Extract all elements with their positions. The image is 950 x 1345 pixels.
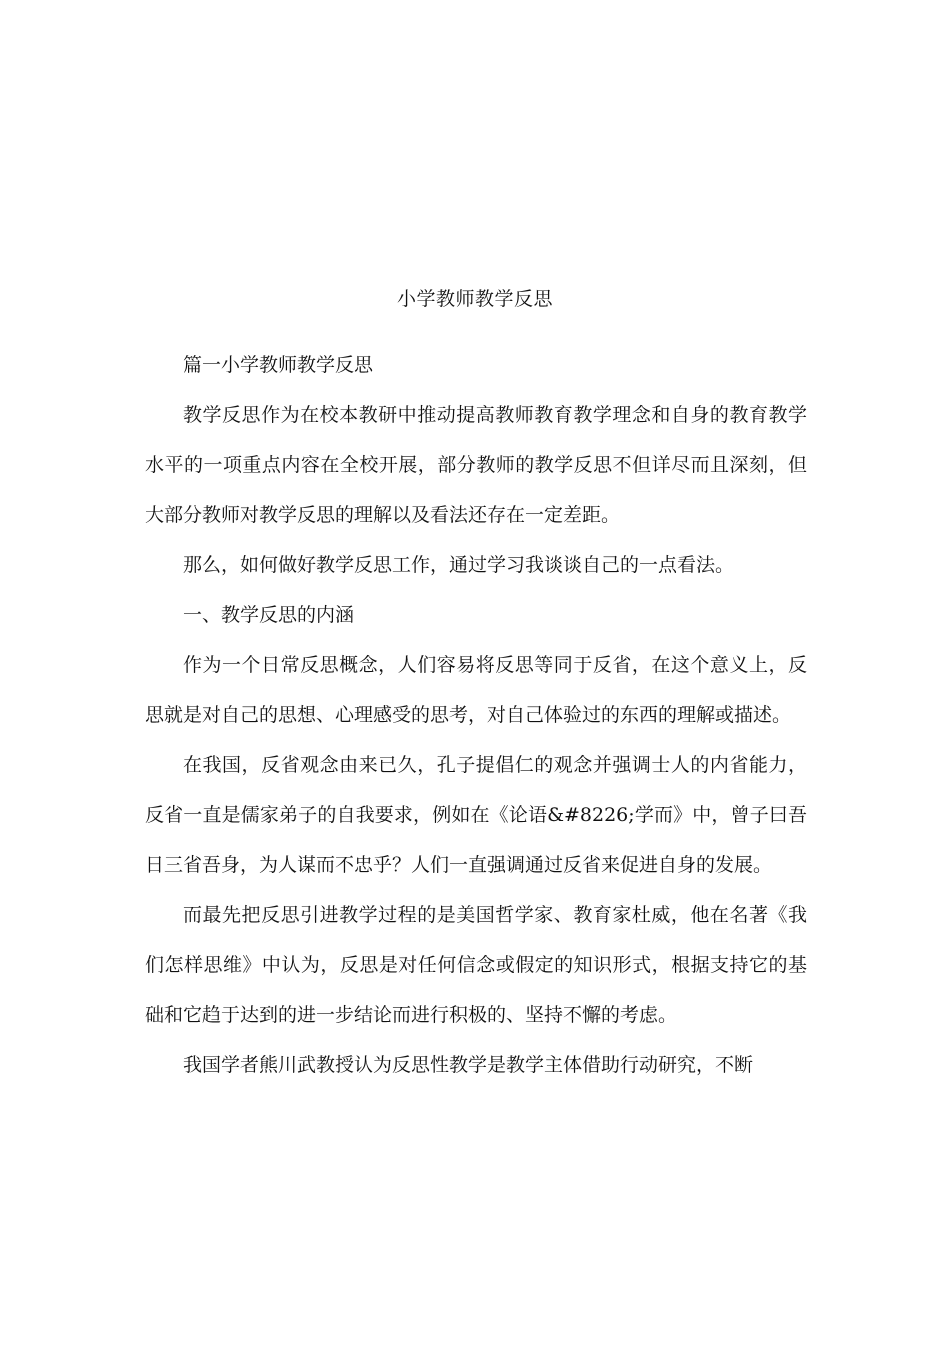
document-body (145, 340, 807, 1090)
paragraph-definition: 作为一个日常反思概念，人们容易将反思等同于反省，在这个意义上，反思就是对自己的思想、心理感受的思考，对自己体验过的东西的理解或描述。 (145, 654, 807, 726)
paragraph-transition: 那么，如何做好教学反思工作，通过学习我谈谈自己的一点看法。 (183, 554, 735, 576)
document-title: 小学教师教学反思 (396, 288, 553, 310)
paragraph-dewey: 而最先把反思引进教学过程的是美国哲学家、教育家杜威，他在名著《我们怎样思维》中认为，反思是对任何信念或假定的知识形式，根据支持它的基础和它趋于达到的进一步结论而进行积极的、坚持不懈的考虑。 (145, 904, 807, 1026)
paragraph-xiong: 我国学者熊川武教授认为反思性教学是教学主体借助行动研究，不断 (183, 1054, 754, 1076)
paragraph-confucius: 在我国，反省观念由来已久，孔子提倡仁的观念并强调士人的内省能力，反省一直是儒家弟子的自我要求，例如在《论语&#8226;学而》中，曾子曰吾日三省吾身，为人谋而不忠乎？人们一直强调通过反省来促进自身的发展。 (145, 754, 807, 876)
paragraph-subheading: 一、教学反思的内涵 (183, 604, 355, 626)
paragraph-intro: 教学反思作为在校本教研中推动提高教师教育教学理念和自身的教育教学水平的一项重点内容在全校开展，部分教师的教学反思不但详尽而且深刻，但大部分教师对教学反思的理解以及看法还存在一定差距。 (145, 404, 807, 526)
paragraph-section-heading: 篇一小学教师教学反思 (183, 354, 374, 376)
